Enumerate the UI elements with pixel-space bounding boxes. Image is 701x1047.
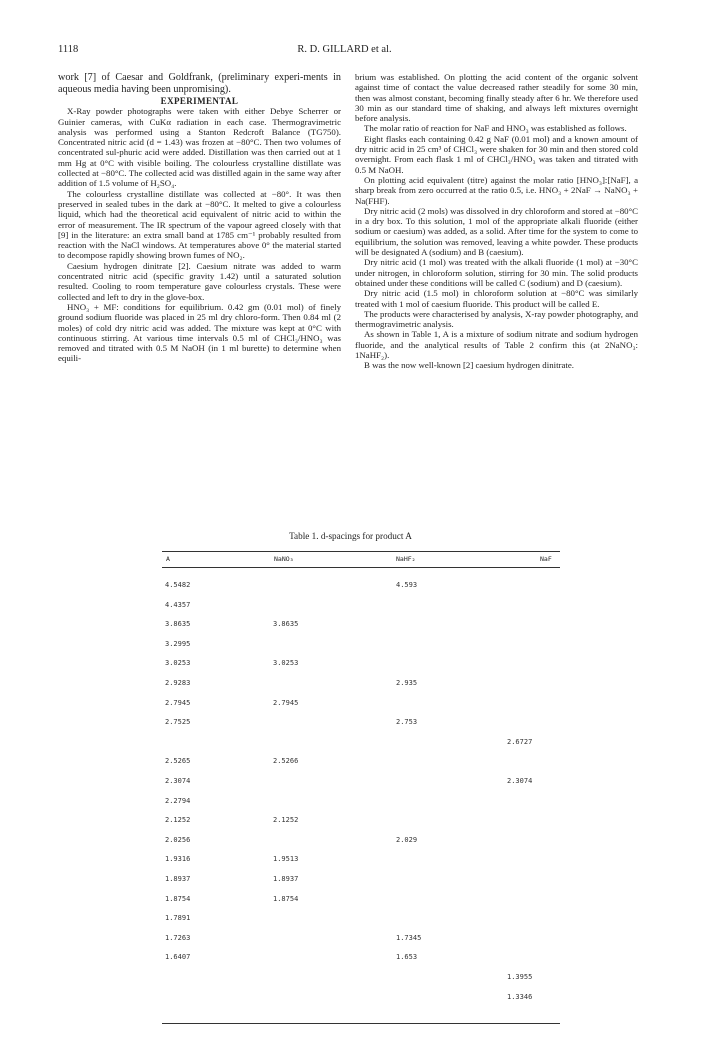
table-cell: 3.0253 [273,659,299,668]
table-cell: 2.9283 [165,679,191,687]
paragraph: Eight flasks each containing 0.42 g NaF (0.01 mol) and a known amount of dry nitric acid in 25 cm³ of CHCl₃ were shaken for 30 min and then stored cold overnight. From each flask 1 ml of CHCl₃/HNO₃ was taken and titrated with 0.5 M NaOH. [355,133,638,175]
lead-paragraph: work [7] of Caesar and Goldfrank, (preliminary experi-ments in aqueous media having been unpromising). [58,72,341,95]
column-header: NaF [540,555,552,563]
right-column [355,72,638,371]
table-cell: 1.7345 [396,933,422,942]
table-cell: 1.9316 [165,855,191,864]
table-cell: 2.1252 [273,816,299,825]
paragraph: HNO₃ + MF: conditions for equilibrium. 0.42 gm (0.01 mol) of finely ground sodium fluoride was placed in 25 ml dry chloro-form. Then 0.84 ml (2 moles) of cold dry nitric acid was added. The mixture was kept at 0°C with continuous stirring. At various time intervals 0.5 ml of CHCl₃/HNO₃ was removed and titrated with 0.5 M NaOH (in 1 ml burette) to determine when equili- [58,301,341,364]
table-header-row [162,553,560,567]
paragraph: As shown in Table 1, A is a mixture of sodium nitrate and sodium hydrogen fluoride, and the analytical results of Table 2 confirm this (at 2NaNO₃: 1NaHF₂). [355,329,638,361]
column-header: NaNO₃ [274,555,294,563]
table-cell: 1.3346 [507,992,533,1001]
column-header: A [166,555,170,563]
table-cell: 4.593 [396,581,418,589]
table-cell: 2.7945 [273,698,299,707]
table-cell: 1.6407 [165,953,191,962]
table-cell: 3.8635 [165,620,191,629]
table-cell: 3.2995 [165,639,191,648]
table-cell: 2.029 [396,835,418,844]
table-cell: 2.753 [396,718,418,727]
table-caption: Table 1. d-spacings for product A [289,531,412,541]
table-cell: 2.1252 [165,816,191,825]
table-cell: 2.5266 [273,757,299,766]
table-bottom-rule [162,1023,560,1024]
paragraph: brium was established. On plotting the acid content of the organic solvent against time of contact the value decreased rather steadily for some 30 min, then was almost constant, becoming finally steady after 6 hr. We therefore used 30 min as our standard time of shaking, and always left mixtures overnight before analysis. [355,72,638,124]
table-cell: 1.7891 [165,914,191,923]
table-cell: 3.8635 [273,620,299,629]
table-cell: 4.5482 [165,581,191,589]
paragraph: Dry nitric acid (2 mols) was dissolved in dry chloroform and stored at −80°C in a dry box. To this solution, 1 mol of the appropriate alkali fluoride (either sodium or caesium) was added, as a solid. After time for the system to come to equilibrium, the solution was removed, leaving a white powder. These products will be designated A (sodium) and B (caesium). [355,205,638,258]
running-title: R. D. GILLARD et al. [297,44,392,55]
left-column [58,72,341,364]
paragraph: B was the now well-known [2] caesium hydrogen dinitrate. [364,360,574,371]
paragraph: The colourless crystalline distillate was collected at −80°. It was then preserved in sealed tubes in the dark at −80°C. It melted to give a colourless liquid, which had the theoretical acid equivalent of nitric acid to within the error of measurement. The IR spectrum of the vapour agreed closely with that [9] in the literature: an extra small band at 1785 cm⁻¹ probably resulted from reaction with the NaCl windows. At temperatures above 0° the material started to decompose rapidly showing brown fumes of NO₂. [58,188,341,261]
table-cell: 1.8937 [165,875,191,883]
table-cell: 2.7525 [165,718,191,727]
page-number: 1118 [58,44,79,55]
table-cell: 2.935 [396,679,418,687]
paragraph: Dry nitric acid (1.5 mol) in chloroform solution at −80°C was similarly treated with 1 mol of caesium fluoride. This product will be called E. [355,288,638,309]
page-header [58,44,631,58]
paragraph: X-Ray powder photographs were taken with either Debye Scherrer or Guinier cameras, with CuKα radiation in each case. Thermogravimetric analysis was performed using a Stanton Redcroft Balance (TG750). Concentrated nitric acid (d = 1.43) was frozen at −80°C. Then two volumes of concentrated sul-phuric acid were added. Distillation was then carried out at 1 mm Hg at 0°C with visible boiling. The colourless crystalline distillate was collected at −80°C. The collected acid was distilled again in the same way after addition of 1.5 volume of H₂SO₄. [58,106,341,189]
table-cell: 1.8937 [273,875,299,883]
table-cell: 2.0256 [165,835,191,844]
table-cell: 3.0253 [165,659,191,668]
table-cell: 1.7263 [165,933,191,942]
table-header-rule [162,567,560,568]
table-cell: 2.3074 [507,777,533,785]
table-cell: 1.3955 [507,973,533,981]
table-cell: 1.9513 [273,855,299,864]
section-heading: EXPERIMENTAL [160,96,239,106]
table-cell: 4.4357 [165,600,191,609]
table-cell: 2.2794 [165,796,191,805]
table-cell: 1.8754 [273,894,299,903]
paragraph: The molar ratio of reaction for NaF and HNO₃ was established as follows. [364,123,627,134]
table-cell: 2.6727 [507,737,533,746]
column-header: NaHF₂ [396,555,416,563]
table-cell: 2.7945 [165,698,191,707]
table-cell: 2.5265 [165,757,191,766]
table-top-rule [162,551,560,552]
paragraph: The products were characterised by analysis, X-ray powder photography, and thermogravimetric analysis. [355,308,638,330]
table-cell: 1.653 [396,953,418,962]
table-cell: 1.8754 [165,894,191,903]
paragraph: Dry nitric acid (1 mol) was treated with the alkali fluoride (1 mol) at −30°C under nitrogen, in chloroform solution, stirring for 30 min. The solid products obtained under these conditions will be called C (sodium) and D (caesium). [355,257,638,288]
table-cell: 2.3074 [165,777,191,785]
paragraph: Caesium hydrogen dinitrate [2]. Caesium nitrate was added to warm concentrated nitric acid (specific gravity 1.42) until a saturated solution resulted. Cooling to room temperature gave colourless crystals. These were collected and left to dry in the glove-box. [58,260,341,302]
paragraph: On plotting acid equivalent (titre) against the molar ratio [HNO₃]:[NaF], a sharp break from zero occurred at the ratio 0.5, i.e. HNO₃ + 2NaF → NaNO₃ + Na(FHF). [355,174,638,206]
